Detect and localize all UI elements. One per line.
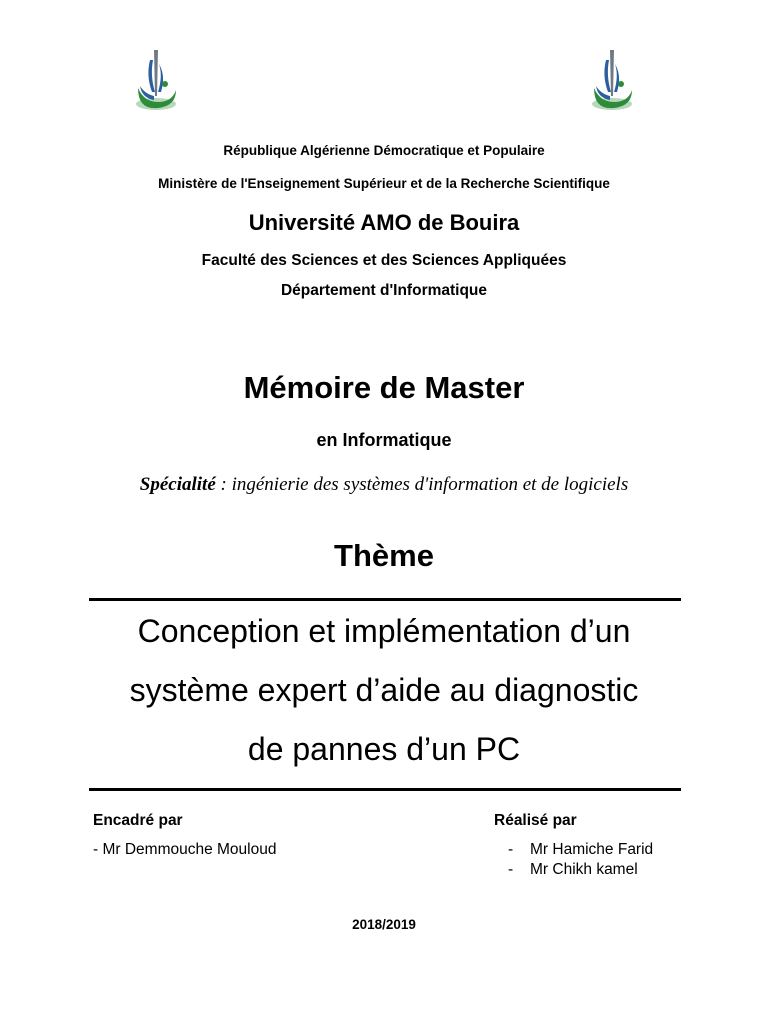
supervision-heading: Encadré par <box>93 812 183 829</box>
thesis-title-line-3: de pannes d’un PC <box>247 731 521 767</box>
author-dash: - <box>508 861 514 878</box>
author-item <box>494 860 653 880</box>
faculty-name: Faculté des Sciences et des Sciences Appliquées <box>201 252 567 269</box>
title-rule-top <box>89 598 681 601</box>
university-logo-right <box>584 46 640 114</box>
author-dash: - <box>508 841 514 858</box>
thesis-title-line-2: système expert d’aide au diagnostic <box>129 672 639 708</box>
theme-heading: Thème <box>334 538 434 573</box>
title-rule-bottom <box>89 788 681 791</box>
republic-title: République Algérienne Démocratique et Populaire <box>223 143 545 158</box>
specialty-label: Spécialité <box>139 474 216 495</box>
thesis-title-line-1: Conception et implémentation d’un <box>137 613 631 649</box>
authors-block <box>494 812 653 880</box>
author-name: Mr Hamiche Farid <box>530 841 654 858</box>
ministry-title: Ministère de l'Enseignement Supérieur et de la Recherche Scientifique <box>158 176 610 191</box>
university-logo-left <box>128 46 184 114</box>
academic-year: 2018/2019 <box>352 917 416 932</box>
thesis-field: en Informatique <box>316 430 452 450</box>
supervision-block <box>93 812 276 860</box>
author-item <box>494 840 653 860</box>
specialty <box>0 474 768 496</box>
thesis-type: Mémoire de Master <box>243 370 525 405</box>
author-name: Mr Chikh kamel <box>530 861 638 878</box>
department-name: Département d'Informatique <box>280 282 488 299</box>
authors-heading: Réalisé par <box>494 812 577 829</box>
university-name: Université AMO de Bouira <box>248 210 520 235</box>
supervisor-name: - Mr Demmouche Mouloud <box>93 841 277 858</box>
specialty-value: : ingénierie des systèmes d'information et de logiciels <box>215 474 629 495</box>
